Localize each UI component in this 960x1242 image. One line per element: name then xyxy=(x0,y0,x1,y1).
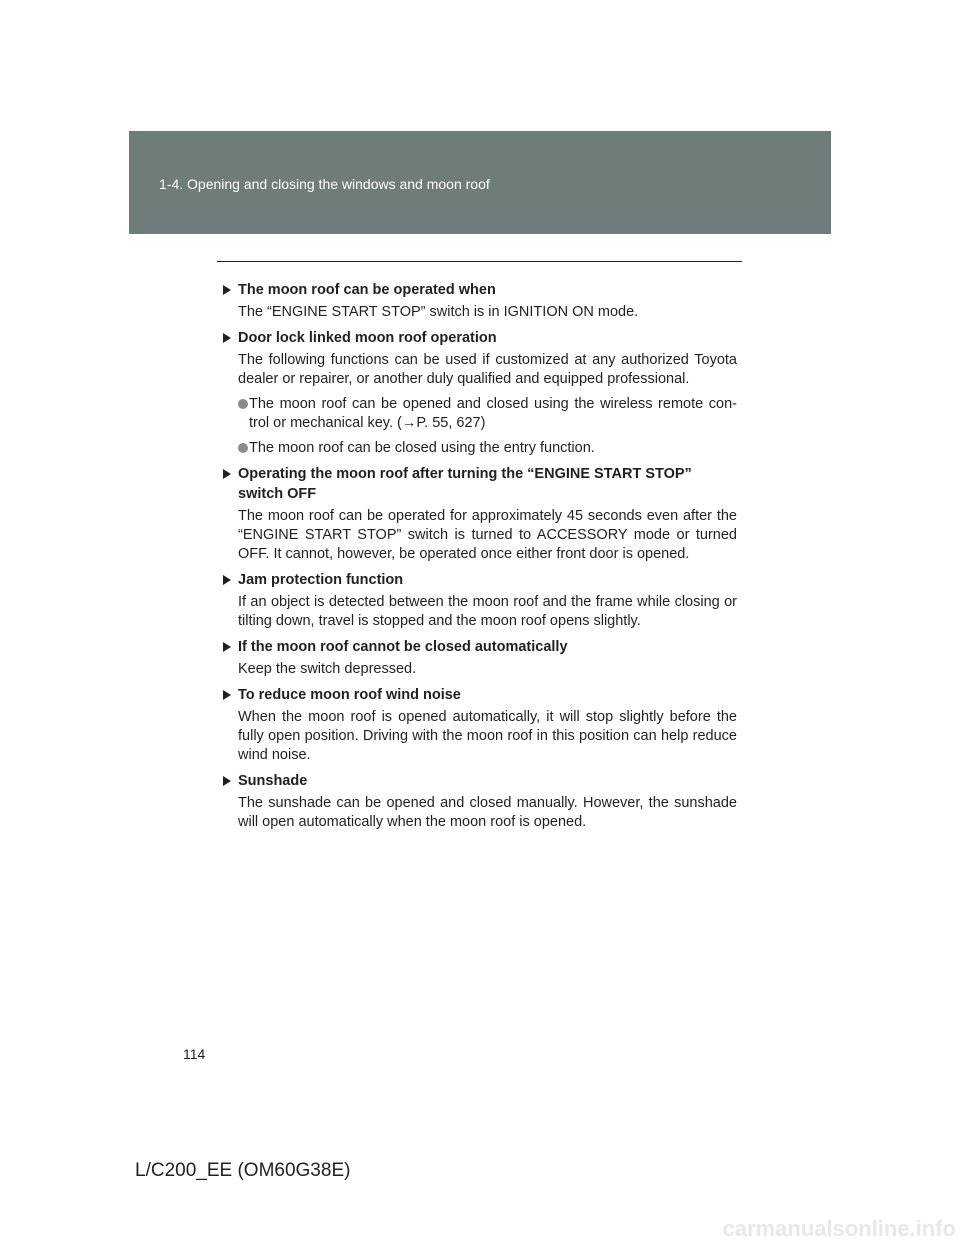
triangle-marker-icon xyxy=(223,776,231,786)
page-number: 114 xyxy=(183,1046,206,1062)
section-text: When the moon roof is opened automatically, it will stop slightly before the fully open position. Driving with the moon roof in this position can help reduce wind noise. xyxy=(238,709,737,763)
section-heading: To reduce moon roof wind noise xyxy=(220,685,737,705)
section-operation-condition xyxy=(220,280,737,322)
bullet-dot-icon xyxy=(238,399,248,409)
section-door-lock-linked xyxy=(220,328,737,458)
triangle-marker-icon xyxy=(223,575,231,585)
document-code: L/C200_EE (OM60G38E) xyxy=(135,1160,351,1181)
header-divider xyxy=(217,261,742,262)
section-heading: Operating the moon roof after turning the “ENGINE START STOP” switch OFF xyxy=(220,464,737,504)
bullet-item: The moon roof can be opened and closed using the wireless remote con-trol or mechanical key. (→P. 55, 627) xyxy=(220,395,737,433)
section-text: The following functions can be used if customized at any authorized Toyota dealer or repairer, or another duly qualified and equipped professional. xyxy=(238,352,737,387)
triangle-marker-icon xyxy=(223,469,231,479)
section-heading: The moon roof can be operated when xyxy=(220,280,737,300)
section-text: The “ENGINE START STOP” switch is in IGNITION ON mode. xyxy=(238,304,639,320)
section-after-switch-off xyxy=(220,464,737,564)
section-heading: Jam protection function xyxy=(220,570,737,590)
section-wind-noise xyxy=(220,685,737,765)
section-heading: Door lock linked moon roof operation xyxy=(220,328,737,348)
section-heading: Sunshade xyxy=(220,771,737,791)
triangle-marker-icon xyxy=(223,285,231,295)
section-text: The sunshade can be opened and closed manually. However, the sunshade will open automatically when the moon roof is opened. xyxy=(238,795,737,830)
chapter-header-band xyxy=(129,131,831,234)
watermark: carmanualsonline.info xyxy=(722,1216,956,1241)
section-text: If an object is detected between the moon roof and the frame while closing or tilting down, travel is stopped and the moon roof opens slightly. xyxy=(238,594,737,629)
section-jam-protection xyxy=(220,570,737,631)
chapter-title: 1-4. Opening and closing the windows and moon roof xyxy=(159,176,490,192)
section-sunshade xyxy=(220,771,737,832)
bullet-item: The moon roof can be closed using the entry function. xyxy=(220,439,737,458)
bullet-dot-icon xyxy=(238,443,248,453)
section-text: Keep the switch depressed. xyxy=(238,661,417,677)
section-cannot-close xyxy=(220,637,737,679)
triangle-marker-icon xyxy=(223,690,231,700)
triangle-marker-icon xyxy=(223,642,231,652)
section-heading: If the moon roof cannot be closed automatically xyxy=(220,637,737,657)
section-text: The moon roof can be operated for approximately 45 seconds even after the “ENGINE START STOP” switch is turned to ACCESSORY mode or turned OFF. It cannot, however, be operated once either front door is opened. xyxy=(238,508,737,562)
page-content xyxy=(220,280,737,838)
triangle-marker-icon xyxy=(223,333,231,343)
